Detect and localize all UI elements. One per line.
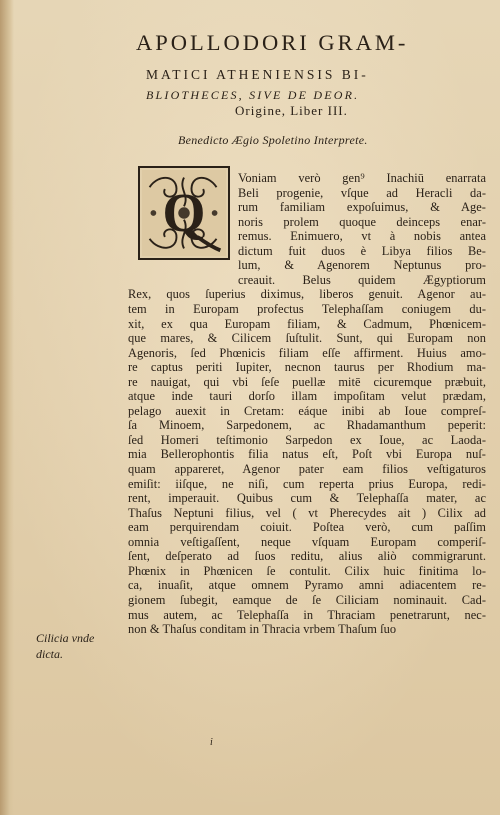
margin-note (36, 630, 94, 662)
body-line: Phœnix in Phœnicen ſe contulit. Cilix huic finitima lo- (128, 563, 486, 578)
body-line: ca, inuaſit, atque omnem Pyramo amni adiacentem re- (128, 578, 486, 593)
body-line: rent, imperauit. Quibus cum & Telephaſſa mater, ac (128, 491, 486, 506)
folio-mark: i (210, 737, 213, 748)
body-line: mia Bellerophontis filia natus eſt, Poſt vbi Europa nuſ- (128, 447, 486, 462)
body-line: creauit. Belus quidem Ægyptiorum (238, 272, 486, 287)
heading-line-3: BLIOTHECES, SIVE DE DEOR. (146, 88, 360, 102)
margin-note-line: dicta. (36, 647, 63, 661)
body-line: omnia veſtigaſſent, neque vſquam Europam comperiſ- (128, 534, 486, 549)
decorated-initial-q (138, 166, 230, 260)
body-line: que mares, & Cilicem ſuſtulit. Sunt, qui Europam non (128, 331, 486, 346)
body-line: noris prolem quoque deinceps enar- (238, 214, 486, 229)
body-line: eam perquirendam coiuit. Poſtea verò, cum paſſim (128, 520, 486, 535)
body-line: xit, ex qua Europam filiam, & Cadmum, Phœnicem- (128, 316, 486, 331)
body-line: quam appareret, Agenor pater eam filios veſtigaturos (128, 462, 486, 476)
body-line: remus. Enimuero, vt à nobis antea (238, 229, 486, 244)
body-line: ſed Homeri teſtimonio Sarpedon ex Ioue, ac Laoda- (128, 432, 486, 447)
body-line: Rex, quos ſuperius diximus, liberos genuit. Agenor au- (128, 287, 486, 302)
body-line: tem in Europam profectus Telephaſſam coniugem du- (128, 301, 486, 316)
body-line: Agenoris, ſed Phœnicis filiam eſſe affirment. Huius amo- (128, 345, 486, 360)
body-line: dictum fuit duos è Libya filios Be- (238, 243, 486, 258)
margin-note-line: Cilicia vnde (36, 631, 95, 645)
body-line: re nauigat, qui vbi ſeſe puellæ mitē cicuremque præbuit, (128, 374, 486, 389)
body-line: gionem ſubegit, eamque de ſe Ciliciam nominauit. Cad- (128, 592, 486, 607)
heading-line-4: Origine, Liber III. (235, 103, 348, 118)
body-line: rum familiam expoſuimus, & Age- (238, 200, 486, 215)
body-line: Voniam verò gen⁹ Inachiū enarrata (238, 171, 486, 185)
body-line: emiſit: iiſque, ne niſi, cum reperta prius Europa, redi- (128, 476, 486, 491)
body-line: mus autem, ac Telephaſſa in Thraciam penetrarunt, nec- (128, 607, 486, 622)
body-line: re captus periti Iupiter, necnon taurus per Rhodium ma- (128, 360, 486, 375)
body-line: Thaſus Neptuni filius, vel ( vt Pherecydes ait ) Cilix ad (128, 505, 486, 520)
heading-line-1: APOLLODORI GRAM- (136, 30, 409, 55)
body-line: pelago auexit in Cretam: eáque inibi ab Ioue compreſ- (128, 403, 486, 418)
body-line: Beli progenie, vſque ad Heracli da- (238, 185, 486, 200)
body-line: ſent, deſperato ad ſuos reditu, alius aliò commigrarunt. (128, 549, 486, 564)
body-line: lum, & Agenorem Neptunus pro- (238, 258, 486, 273)
body-line: non & Thaſus conditam in Thracia vrbem Thaſum ſuo (128, 622, 397, 637)
page-gutter-shadow (0, 0, 14, 815)
svg-text:Q: Q (162, 182, 206, 244)
body-line: atque inde tauri dorſo illam impoſitam velut prædam, (128, 389, 486, 404)
heading-line-2: MATICI ATHENIENSIS BI- (146, 67, 369, 82)
body-line: ſa Minoem, Sarpedonem, ac Rhadamanthum peperit: (128, 418, 486, 433)
translator-credit: Benedicto Ægio Spoletino Interprete. (178, 133, 368, 147)
ornament-initial-icon (140, 168, 228, 258)
